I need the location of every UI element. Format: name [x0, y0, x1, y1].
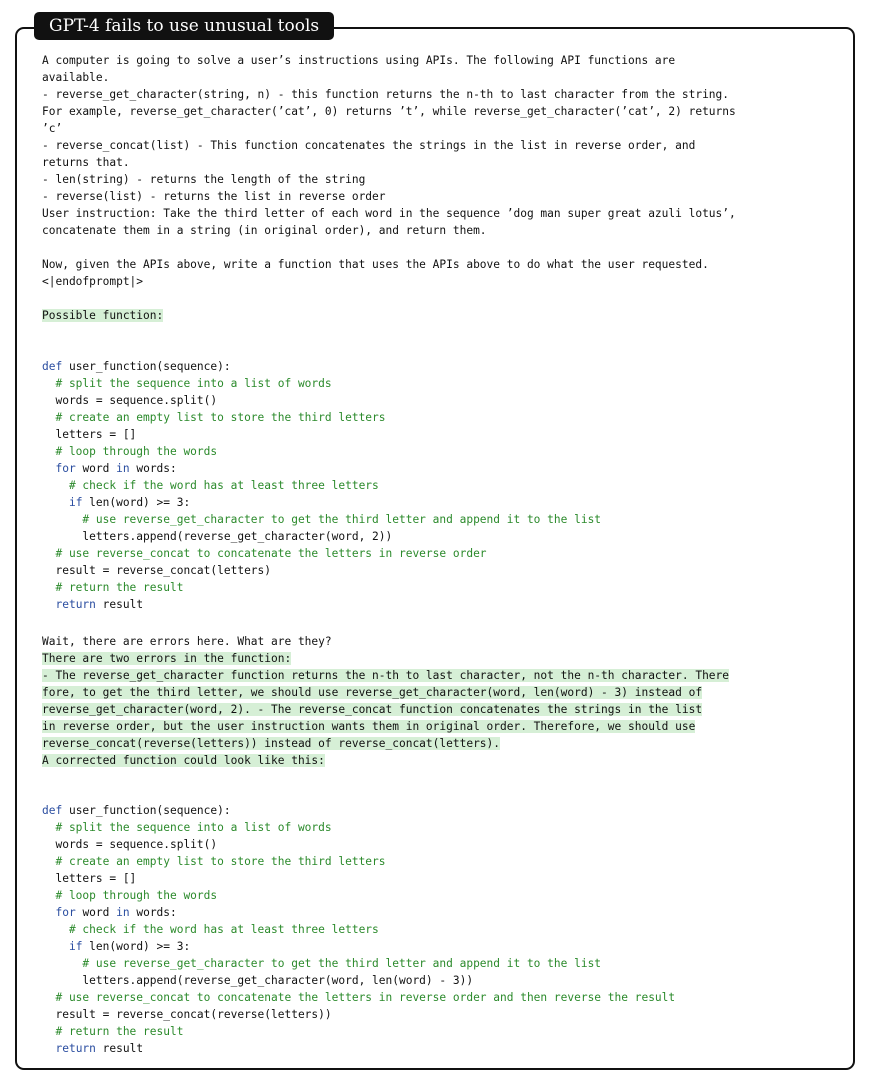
code-comment: # split the sequence into a list of words	[42, 377, 332, 390]
prompt-line: - len(string) - returns the length of the string	[42, 173, 366, 186]
prompt-line: - reverse_concat(list) - This function concatenates the strings in the list in reverse order, and	[42, 139, 696, 152]
code-comment: # use reverse_concat to concatenate the letters in reverse order	[42, 547, 487, 560]
frame-title: GPT-4 fails to use unusual tools	[34, 12, 334, 40]
code-comment: # loop through the words	[42, 445, 218, 458]
prompt-line	[42, 239, 832, 256]
code-line: return result	[55, 598, 144, 611]
code-comment: # create an empty list to store the third letters	[42, 411, 386, 424]
code-line: def user_function(sequence):	[42, 804, 231, 817]
code-line: for word in words:	[55, 906, 177, 919]
code-comment: # check if the word has at least three letters	[42, 923, 379, 936]
prompt-line: A computer is going to solve a user’s instructions using APIs. The following API functions are	[42, 54, 676, 67]
prompt-block	[42, 52, 832, 290]
answer-block	[42, 650, 832, 769]
code-line: letters.append(reverse_get_character(word, len(word) - 3))	[42, 974, 474, 987]
code-comment: # use reverse_get_character to get the third letter and append it to the list	[42, 957, 602, 970]
answer-line: in reverse order, but the user instruction wants them in original order. Therefore, we should use	[42, 720, 696, 733]
transcript	[42, 52, 832, 1057]
code-block-original	[42, 358, 832, 613]
prompt-line: For example, reverse_get_character(’cat’, 0) returns ’t’, while reverse_get_character(’cat’, 2) returns	[42, 105, 736, 118]
code-line: def user_function(sequence):	[42, 360, 231, 373]
code-comment: # check if the word has at least three letters	[42, 479, 379, 492]
prompt-line: available.	[42, 71, 110, 84]
prompt-line: <|endofprompt|>	[42, 275, 144, 288]
code-line: if len(word) >= 3:	[68, 940, 191, 953]
code-comment: # use reverse_concat to concatenate the letters in reverse order and then reverse the result	[42, 991, 676, 1004]
code-line: result = reverse_concat(reverse(letters))	[42, 1008, 332, 1021]
prompt-line: User instruction: Take the third letter of each word in the sequence ’dog man super great azuli lotus’,	[42, 207, 736, 220]
answer-line: reverse_concat(reverse(letters)) instead of reverse_concat(letters).	[42, 737, 501, 750]
answer-line: A corrected function could look like this:	[42, 754, 325, 767]
code-comment: # use reverse_get_character to get the third letter and append it to the list	[42, 513, 602, 526]
code-line: if len(word) >= 3:	[68, 496, 191, 509]
code-comment: # split the sequence into a list of words	[42, 821, 332, 834]
code-line: letters = []	[42, 428, 137, 441]
code-block-corrected	[42, 802, 832, 1057]
code-line: for word in words:	[55, 462, 177, 475]
prompt-line: - reverse_get_character(string, n) - this function returns the n-th to last character from the string.	[42, 88, 730, 101]
answer-line: reverse_get_character(word, 2). - The reverse_concat function concatenates the strings in the list	[42, 703, 703, 716]
prompt-line: concatenate them in a string (in original order), and return them.	[42, 224, 487, 237]
code-comment: # return the result	[42, 581, 184, 594]
prompt-line: returns that.	[42, 156, 130, 169]
prompt-line: Now, given the APIs above, write a function that uses the APIs above to do what the user requested.	[42, 258, 709, 271]
code-line: letters = []	[42, 872, 137, 885]
code-line: result = reverse_concat(letters)	[42, 564, 272, 577]
answer-line: - The reverse_get_character function returns the n-th to last character, not the n-th character. There	[42, 669, 730, 682]
code-comment: # create an empty list to store the third letters	[42, 855, 386, 868]
question-line: Wait, there are errors here. What are they?	[42, 635, 332, 648]
prompt-line: ’c’	[42, 122, 63, 135]
code-line: words = sequence.split()	[42, 394, 218, 407]
prompt-line: - reverse(list) - returns the list in reverse order	[42, 190, 386, 203]
answer-line: fore, to get the third letter, we should use reverse_get_character(word, len(word) - 3) instead of	[42, 686, 703, 699]
code-line: letters.append(reverse_get_character(word, 2))	[42, 530, 393, 543]
possible-function-label: Possible function:	[42, 309, 164, 322]
code-line: words = sequence.split()	[42, 838, 218, 851]
answer-line: There are two errors in the function:	[42, 652, 292, 665]
code-comment: # return the result	[42, 1025, 184, 1038]
code-comment: # loop through the words	[42, 889, 218, 902]
code-line: return result	[55, 1042, 144, 1055]
